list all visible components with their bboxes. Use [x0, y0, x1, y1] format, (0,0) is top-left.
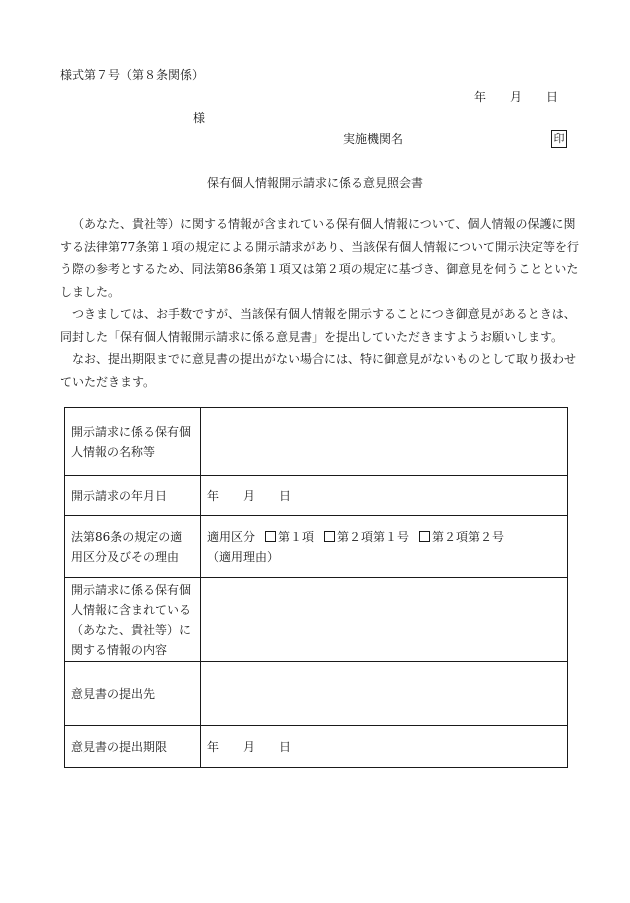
table-row [65, 408, 568, 476]
row-label-article86: 法第86条の規定の適用区分及びその理由 [65, 516, 201, 578]
seal-box: 印 [551, 130, 567, 148]
form-number: 様式第７号（第８条関係） [60, 68, 205, 82]
option-2-label: 第２項第１号 [337, 529, 410, 544]
checkbox-option-3[interactable] [419, 531, 430, 542]
date-line [474, 89, 558, 105]
row-value-request-date [201, 476, 568, 516]
checkbox-option-2[interactable] [324, 531, 335, 542]
deadline-year: 年 [207, 739, 220, 754]
body-text [60, 213, 585, 393]
row-label-submit-to: 意見書の提出先 [65, 662, 201, 726]
paragraph-1: （あなた、貴社等）に関する情報が含まれている保有個人情報について、個人情報の保護に関する法律第77条第１項の規定による開示請求があり、当該保有個人情報について開示決定等を行う際の参考とするため、同法第86条第１項又は第２項の規定に基づき、御意見を伺うことといたしました。 [60, 217, 580, 299]
document-title: 保有個人情報開示請求に係る意見照会書 [206, 176, 423, 190]
deadline-month: 月 [243, 739, 256, 754]
org-name: 実施機関名 [343, 132, 404, 146]
paragraph-2: つきましては、お手数ですが、当該保有個人情報を開示することにつき御意見があるときは、同封した「保有個人情報開示請求に係る意見書」を提出していただきますようお願いします。 [60, 307, 576, 344]
row-value-target-info [201, 408, 568, 476]
date-month: 月 [510, 90, 523, 104]
row-label-request-date: 開示請求の年月日 [65, 476, 201, 516]
row-value-submit-to [201, 662, 568, 726]
request-date-month: 月 [243, 488, 256, 503]
checkbox-option-1[interactable] [265, 531, 276, 542]
date-day: 日 [546, 90, 559, 104]
category-prefix: 適用区分 [207, 529, 256, 544]
table-row [65, 516, 568, 578]
row-value-article86 [201, 516, 568, 578]
table-row [65, 476, 568, 516]
paragraph-3: なお、提出期限までに意見書の提出がない場合には、特に御意見がないものとして取り扱わせていただきます。 [60, 352, 577, 389]
table-row [65, 662, 568, 726]
reason-label: （適用理由） [207, 549, 280, 564]
row-label-info-content: 開示請求に係る保有個人情報に含まれている（あなた、貴社等）に関する情報の内容 [65, 578, 201, 662]
applicable-category-line [207, 527, 561, 547]
request-date-year: 年 [207, 488, 220, 503]
row-label-deadline: 意見書の提出期限 [65, 726, 201, 768]
option-1-label: 第１項 [278, 529, 315, 544]
row-label-target-info: 開示請求に係る保有個人情報の名称等 [65, 408, 201, 476]
table-row [65, 726, 568, 768]
row-value-info-content [201, 578, 568, 662]
date-year: 年 [474, 90, 487, 104]
info-table [64, 407, 568, 768]
addressee: 様 [193, 111, 206, 125]
request-date-day: 日 [279, 488, 292, 503]
option-3-label: 第２項第２号 [432, 529, 505, 544]
deadline-day: 日 [279, 739, 292, 754]
row-value-deadline [201, 726, 568, 768]
table-row [65, 578, 568, 662]
